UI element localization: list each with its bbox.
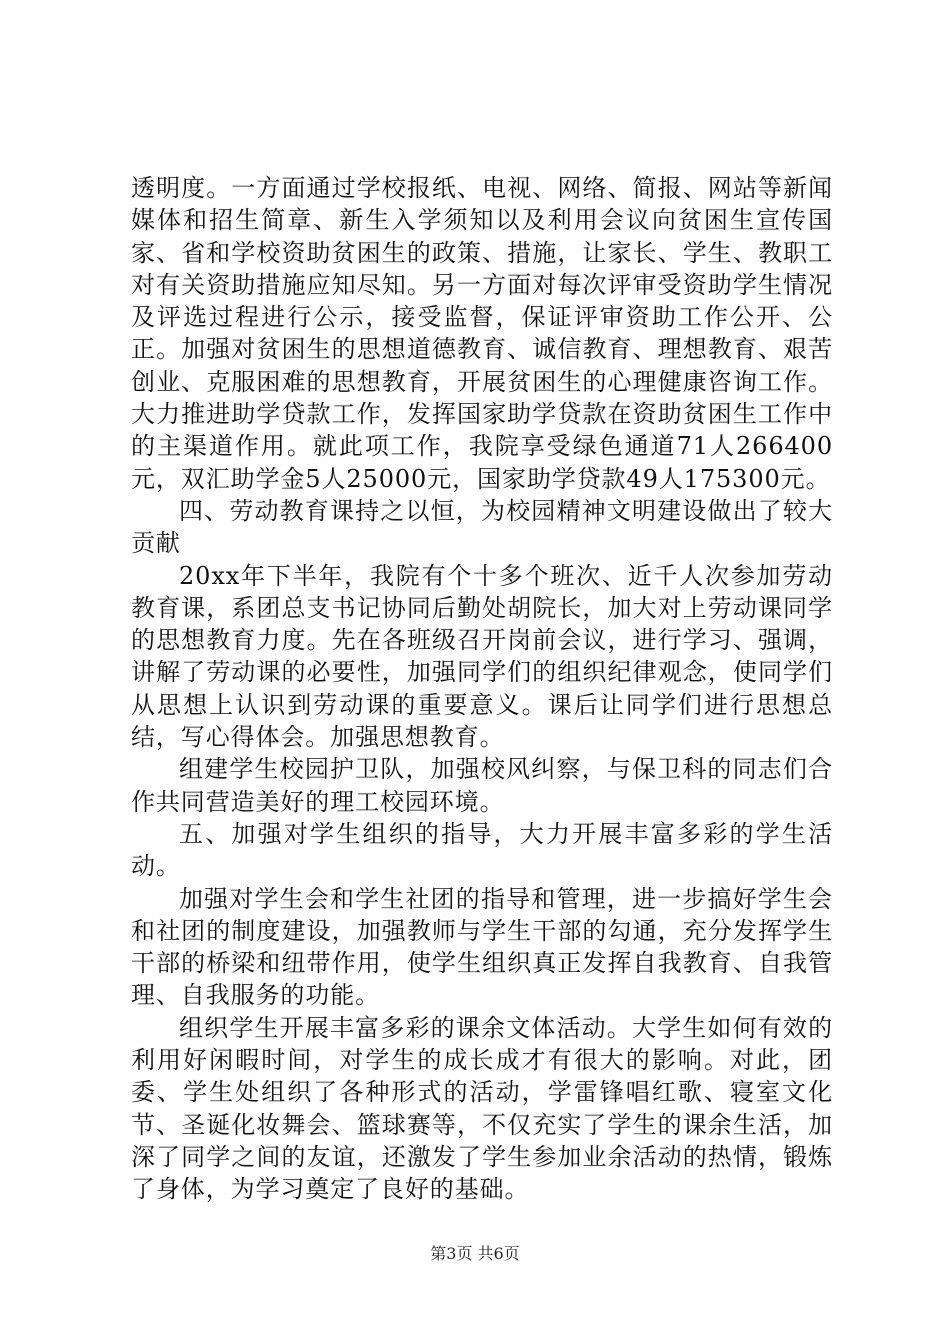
document-body — [131, 172, 833, 1206]
page-number-footer: 第3页 共6页 — [430, 1244, 520, 1263]
paragraph-labor-course: 20xx年下半年，我院有个十多个班次、近千人次参加劳动教育课，系团总支书记协同后勤处胡院长，加大对上劳动课同学的思想教育力度。先在各班级召开岗前会议，进行学习、强调，讲解了劳动课的必要性，加强同学们的组织纪律观念，使同学们从思想上认识到劳动课的重要意义。课后让同学们进行思想总结，写心得体会。加强思想教育。 — [131, 561, 833, 752]
paragraph-campus-guard: 组建学生校园护卫队，加强校风纠察，与保卫科的同志们合作共同营造美好的理工校园环境。 — [131, 755, 833, 816]
section-heading-student-organizations: 五、加强对学生组织的指导，大力开展丰富多彩的学生活动。 — [131, 819, 833, 881]
paragraph-extracurricular-activities: 组织学生开展丰富多彩的课余文体活动。大学生如何有效的利用好闲暇时间，对学生的成长成才有很大的影响。对此，团委、学生处组织了各种形式的活动，学雷锋唱红歌、寝室文化节、圣诞化妆舞会、篮球赛等，不仅充实了学生的课余生活，加深了同学之间的友谊，还激发了学生参加业余活动的热情，锻炼了身体，为学习奠定了良好的基础。 — [131, 1013, 833, 1204]
paragraph-transparency: 透明度。一方面通过学校报纸、电视、网络、简报、网站等新闻媒体和招生简章、新生入学须知以及利用会议向贫困生宣传国家、省和学校资助贫困生的政策、措施，让家长、学生、教职工对有关资助措施应知尽知。另一方面对每次评审受资助学生情况及评选过程进行公示，接受监督，保证评审资助工作公开、公正。加强对贫困生的思想道德教育、诚信教育、理想教育、艰苦创业、克服困难的思想教育，开展贫困生的心理健康咨询工作。大力推进助学贷款工作，发挥国家助学贷款在资助贫困生工作中的主渠道作用。就此项工作，我院享受绿色通道71人266400元，双汇助学金5人25000元，国家助学贷款49人175300元。 — [131, 174, 833, 493]
section-heading-labor-education: 四、劳动教育课持之以恒，为校园精神文明建设做出了较大贡献 — [131, 496, 833, 558]
paragraph-student-union: 加强对学生会和学生社团的指导和管理，进一步搞好学生会和社团的制度建设，加强教师与学生干部的勾通，充分发挥学生干部的桥梁和纽带作用，使学生组织真正发挥自我教育、自我管理、自我服务的功能。 — [131, 884, 833, 1010]
